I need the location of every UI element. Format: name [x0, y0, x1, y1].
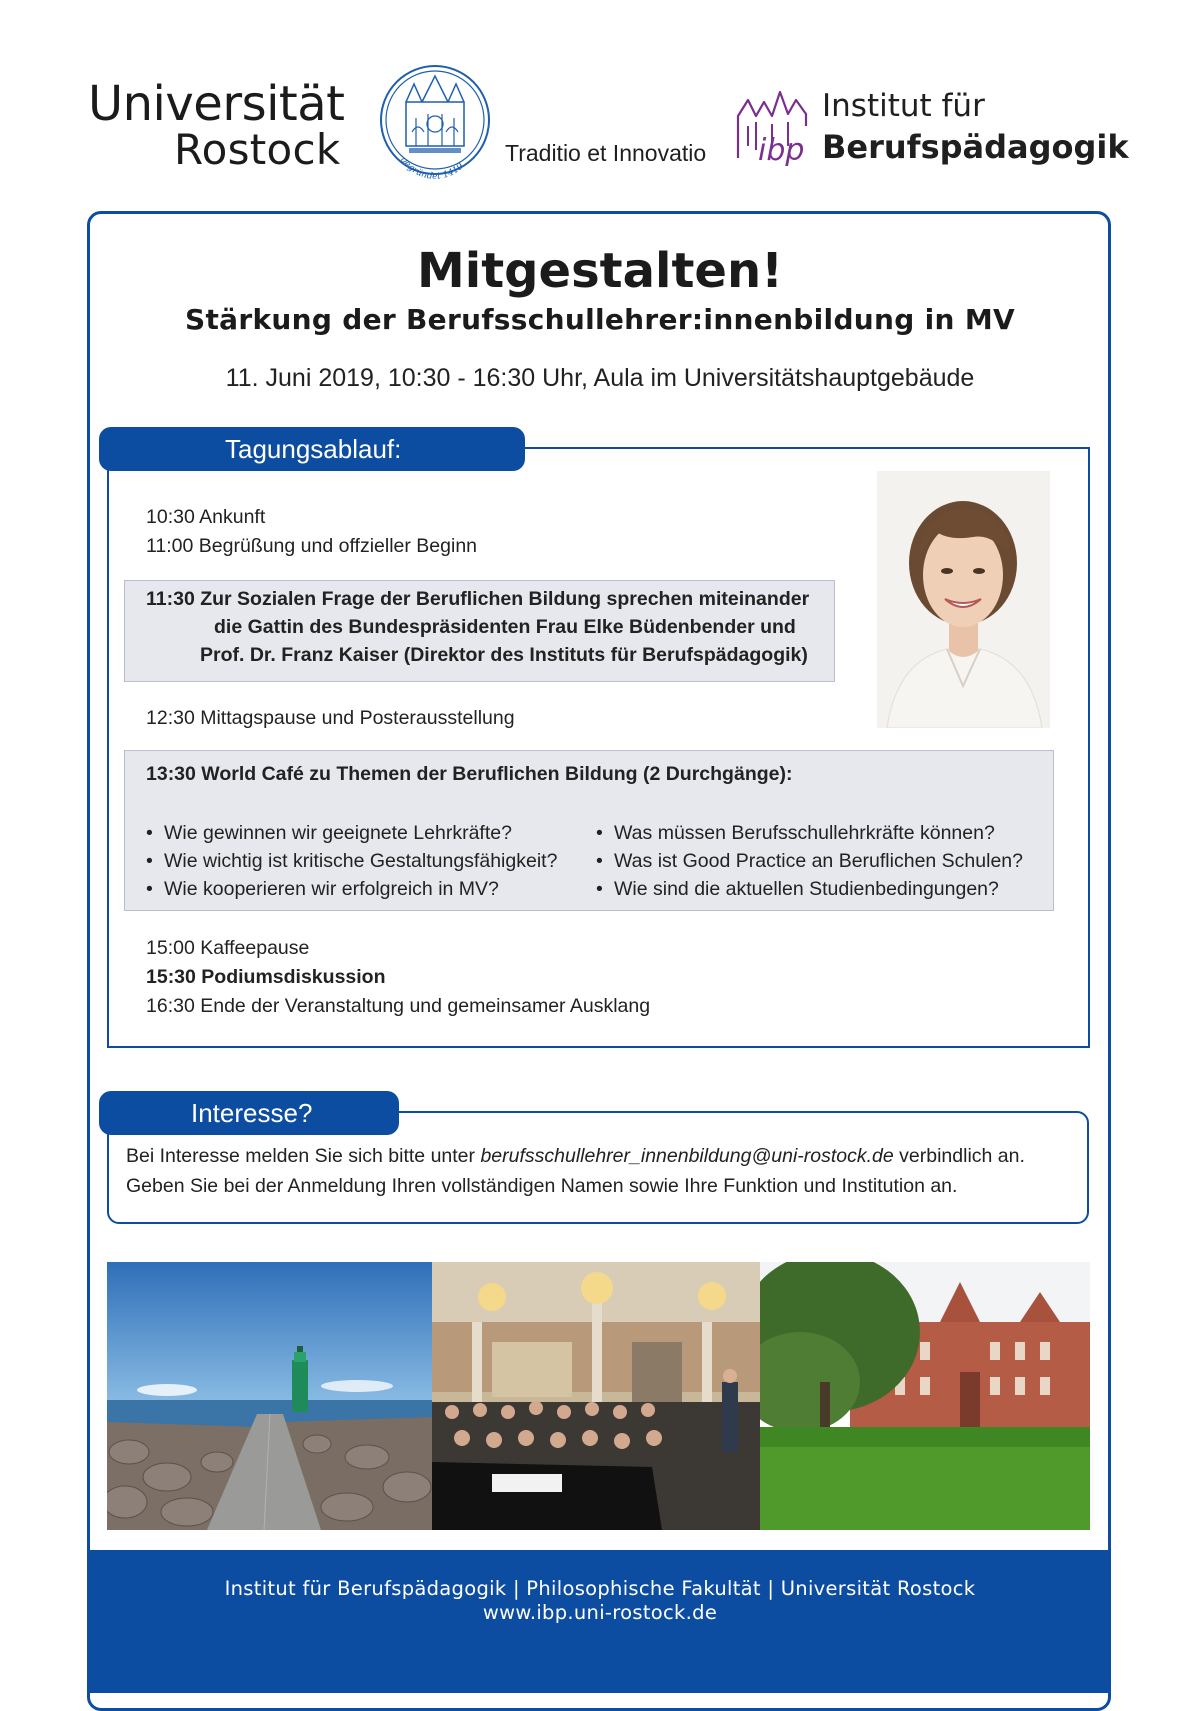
university-name-line2: Rostock: [174, 125, 341, 174]
registration-email-link[interactable]: berufsschullehrer_innenbildung@uni-rostock.de: [480, 1145, 894, 1167]
event-subtitle: Stärkung der Berufsschullehrer:innenbildung in MV: [185, 303, 1015, 336]
question-item: • Wie sind die aktuellen Studienbedingungen?: [596, 878, 999, 900]
interest-tab-label: Interesse?: [99, 1091, 399, 1135]
program-tab-label: Tagungsablauf:: [99, 427, 525, 471]
university-seal-logo: [376, 62, 494, 190]
institute-name-line2: Berufspädagogik: [822, 128, 1129, 166]
ibp-logo-mark: [736, 86, 808, 172]
schedule-item-panel: 15:30 Podiumsdiskussion: [146, 966, 386, 988]
schedule-item-coffee: 15:00 Kaffeepause: [146, 937, 310, 959]
university-name-line1: Universität: [88, 76, 345, 132]
schedule-item-end: 16:30 Ende der Veranstaltung und gemeinsamer Ausklang: [146, 995, 651, 1017]
schedule-item-speech-line2: die Gattin des Bundespräsidenten Frau Elke Büdenbender und: [214, 616, 796, 638]
question-item: • Wie gewinnen wir geeignete Lehrkräfte?: [146, 822, 512, 844]
footer-institution-line: Institut für Berufspädagogik | Philosophische Fakultät | Universität Rostock: [224, 1577, 976, 1600]
schedule-item-world-cafe: 13:30 World Café zu Themen der Beruflichen Bildung (2 Durchgänge):: [146, 763, 793, 785]
question-item: • Wie wichtig ist kritische Gestaltungsfähigkeit?: [146, 850, 558, 872]
question-item: • Was müssen Berufsschullehrkräfte können?: [596, 822, 995, 844]
photo-pier-lighthouse: [107, 1262, 432, 1530]
schedule-item-speech-line1: 11:30 Zur Sozialen Frage der Beruflichen Bildung sprechen miteinander: [146, 588, 810, 610]
event-title: Mitgestalten!: [417, 243, 783, 299]
event-date-line: 11. Juni 2019, 10:30 - 16:30 Uhr, Aula im Universitätshauptgebäude: [225, 364, 975, 392]
photo-aula-audience: [432, 1262, 760, 1530]
seal-inscription: gegründet 1419: [397, 155, 466, 182]
ibp-logo-text: ibp: [758, 133, 805, 168]
institute-name-line1: Institut für: [822, 88, 985, 124]
question-item: • Was ist Good Practice an Beruflichen Schulen?: [596, 850, 1023, 872]
schedule-item-arrival: 10:30 Ankunft: [146, 506, 266, 528]
speaker-portrait-photo: [877, 471, 1050, 728]
schedule-item-lunch: 12:30 Mittagspause und Posterausstellung: [146, 707, 515, 729]
interest-text-line2: Geben Sie bei der Anmeldung Ihren vollständigen Namen sowie Ihre Funktion und Institution an.: [126, 1175, 958, 1197]
university-motto: Traditio et Innovatio: [505, 140, 707, 166]
schedule-item-welcome: 11:00 Begrüßung und offzieller Beginn: [146, 535, 478, 557]
photo-university-main-building: [760, 1262, 1090, 1530]
question-item: • Wie kooperieren wir erfolgreich in MV?: [146, 878, 499, 900]
interest-text-line1: Bei Interesse melden Sie sich bitte unter berufsschullehrer_innenbildung@uni-rostock.de verbindlich an.: [126, 1145, 1025, 1167]
schedule-item-speech-line3: Prof. Dr. Franz Kaiser (Direktor des Instituts für Berufspädagogik): [200, 644, 808, 666]
footer-website-link[interactable]: www.ibp.uni-rostock.de: [482, 1601, 718, 1624]
